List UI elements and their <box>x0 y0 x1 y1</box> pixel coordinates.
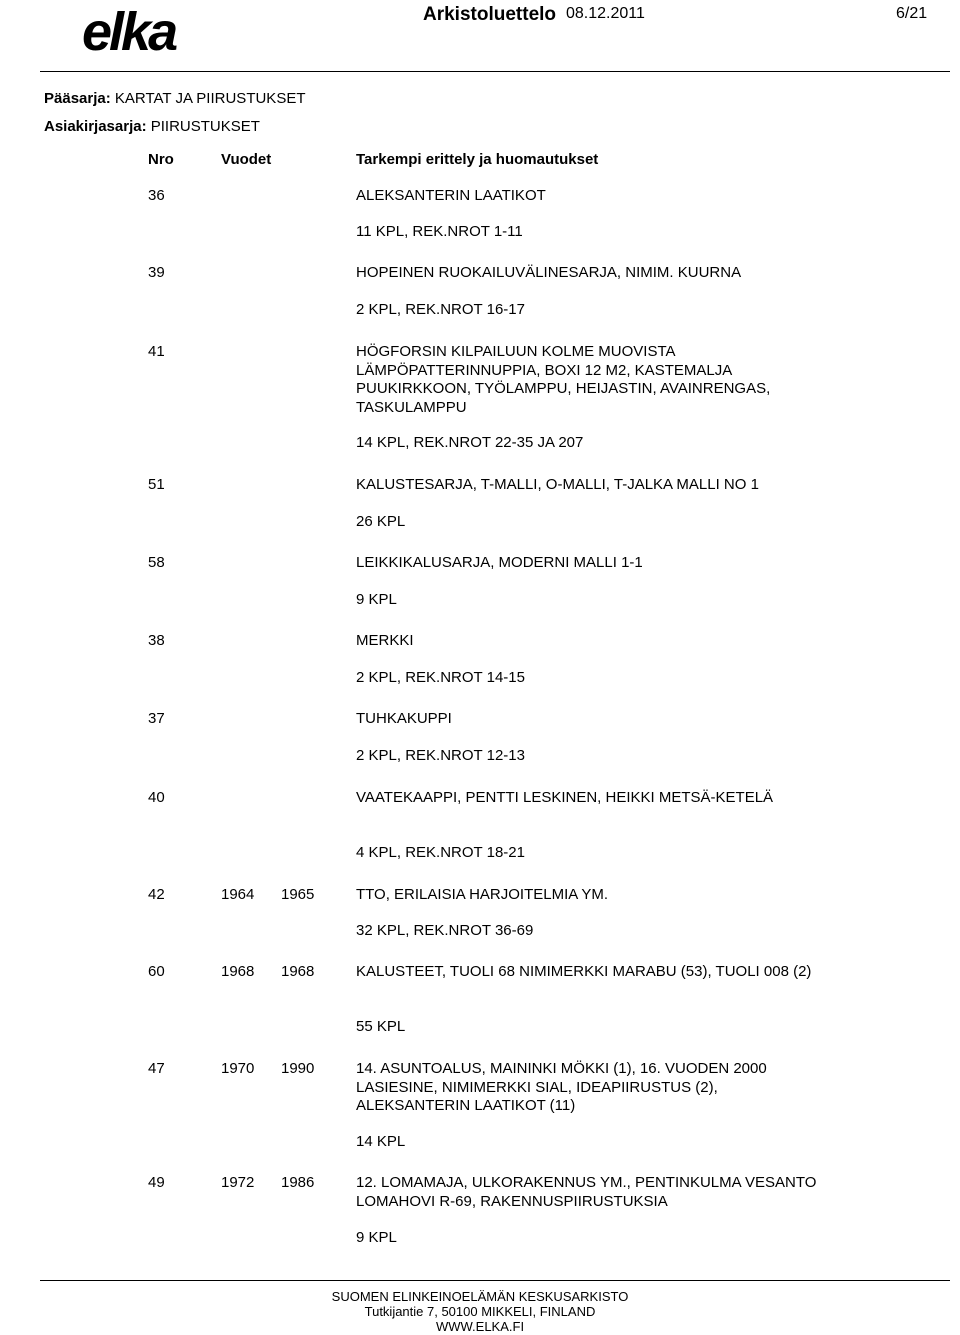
row-nro: 36 <box>148 187 165 204</box>
main-series <box>44 90 306 107</box>
row-nro: 37 <box>148 710 165 727</box>
row-year-start: 1970 <box>221 1060 255 1077</box>
document-series-value: PIIRUSTUKSET <box>150 118 260 135</box>
row-description: MERKKI <box>356 632 414 649</box>
row-note: 32 KPL, REK.NROT 36-69 <box>356 922 534 939</box>
row-description: HÖGFORSIN KILPAILUUN KOLME MUOVISTA LÄMPÖPATTERINNUPPIA, BOXI 12 M2, KASTEMALJA PUUKIRKKOON, TYÖLAMPPU, HEIJASTIN, AVAINRENGAS, TASKULAMPPU <box>356 343 771 416</box>
row-note: 14 KPL, REK.NROT 22-35 JA 207 <box>356 434 584 451</box>
row-description: HOPEINEN RUOKAILUVÄLINESARJA, NIMIM. KUURNA <box>356 264 742 281</box>
document-series <box>44 118 260 135</box>
row-note: 9 KPL <box>356 1229 397 1246</box>
row-description: 12. LOMAMAJA, ULKORAKENNUS YM., PENTINKULMA VESANTO LOMAHOVI R-69, RAKENNUSPIIRUSTUKSIA <box>356 1174 817 1210</box>
row-description: VAATEKAAPPI, PENTTI LESKINEN, HEIKKI METSÄ-KETELÄ <box>356 789 774 806</box>
row-nro: 40 <box>148 789 165 806</box>
row-nro: 39 <box>148 264 165 281</box>
footer-organization: SUOMEN ELINKEINOELÄMÄN KESKUSARKISTO <box>331 1289 629 1304</box>
column-header-nro: Nro <box>148 151 174 168</box>
row-description: LEIKKIKALUSARJA, MODERNI MALLI 1-1 <box>356 554 643 571</box>
row-nro: 51 <box>148 476 165 493</box>
row-year-end: 1986 <box>281 1174 315 1191</box>
main-series-value: KARTAT JA PIIRUSTUKSET <box>114 90 306 107</box>
footer-address: Tutkijantie 7, 50100 MIKKELI, FINLAND <box>364 1304 596 1319</box>
row-note: 14 KPL <box>356 1133 406 1150</box>
row-description: KALUSTESARJA, T-MALLI, O-MALLI, T-JALKA MALLI NO 1 <box>356 476 759 493</box>
row-year-end: 1965 <box>281 886 315 903</box>
footer-divider <box>40 1280 950 1281</box>
row-note: 2 KPL, REK.NROT 16-17 <box>356 301 525 318</box>
row-note: 11 KPL, REK.NROT 1-11 <box>356 223 523 240</box>
document-series-label: Asiakirjasarja: <box>44 118 147 135</box>
row-nro: 58 <box>148 554 165 571</box>
elka-logo-icon <box>80 6 200 56</box>
document-title: Arkistoluettelo <box>423 4 557 25</box>
row-nro: 38 <box>148 632 165 649</box>
row-description: ALEKSANTERIN LAATIKOT <box>356 187 546 204</box>
footer-website: WWW.ELKA.FI <box>435 1319 525 1334</box>
row-description: TTO, ERILAISIA HARJOITELMIA YM. <box>356 886 609 903</box>
row-year-end: 1968 <box>281 963 315 980</box>
header-divider <box>40 71 950 72</box>
row-description: KALUSTEET, TUOLI 68 NIMIMERKKI MARABU (53), TUOLI 008 (2) <box>356 963 812 980</box>
row-note: 26 KPL <box>356 513 406 530</box>
row-nro: 47 <box>148 1060 165 1077</box>
row-description: TUHKAKUPPI <box>356 710 452 727</box>
row-nro: 49 <box>148 1174 165 1191</box>
column-header-description: Tarkempi erittely ja huomautukset <box>356 151 599 168</box>
column-header-vuodet: Vuodet <box>221 151 272 168</box>
row-year-end: 1990 <box>281 1060 315 1077</box>
document-date: 08.12.2011 <box>566 5 645 22</box>
row-note: 55 KPL <box>356 1018 406 1035</box>
main-series-label: Pääsarja: <box>44 90 111 107</box>
row-note: 9 KPL <box>356 591 397 608</box>
logo-text: elka <box>82 6 176 56</box>
row-note: 4 KPL, REK.NROT 18-21 <box>356 844 525 861</box>
row-nro: 42 <box>148 886 165 903</box>
page-number: 6/21 <box>896 5 928 22</box>
row-nro: 60 <box>148 963 165 980</box>
row-description: 14. ASUNTOALUS, MAININKI MÖKKI (1), 16. VUODEN 2000 LASIESINE, NIMIMERKKI SIAL, IDEAPIIRUSTUS (2), ALEKSANTERIN LAATIKOT (11) <box>356 1060 767 1114</box>
row-year-start: 1964 <box>221 886 255 903</box>
row-note: 2 KPL, REK.NROT 14-15 <box>356 669 525 686</box>
row-nro: 41 <box>148 343 165 360</box>
row-year-start: 1968 <box>221 963 255 980</box>
row-note: 2 KPL, REK.NROT 12-13 <box>356 747 525 764</box>
row-year-start: 1972 <box>221 1174 255 1191</box>
